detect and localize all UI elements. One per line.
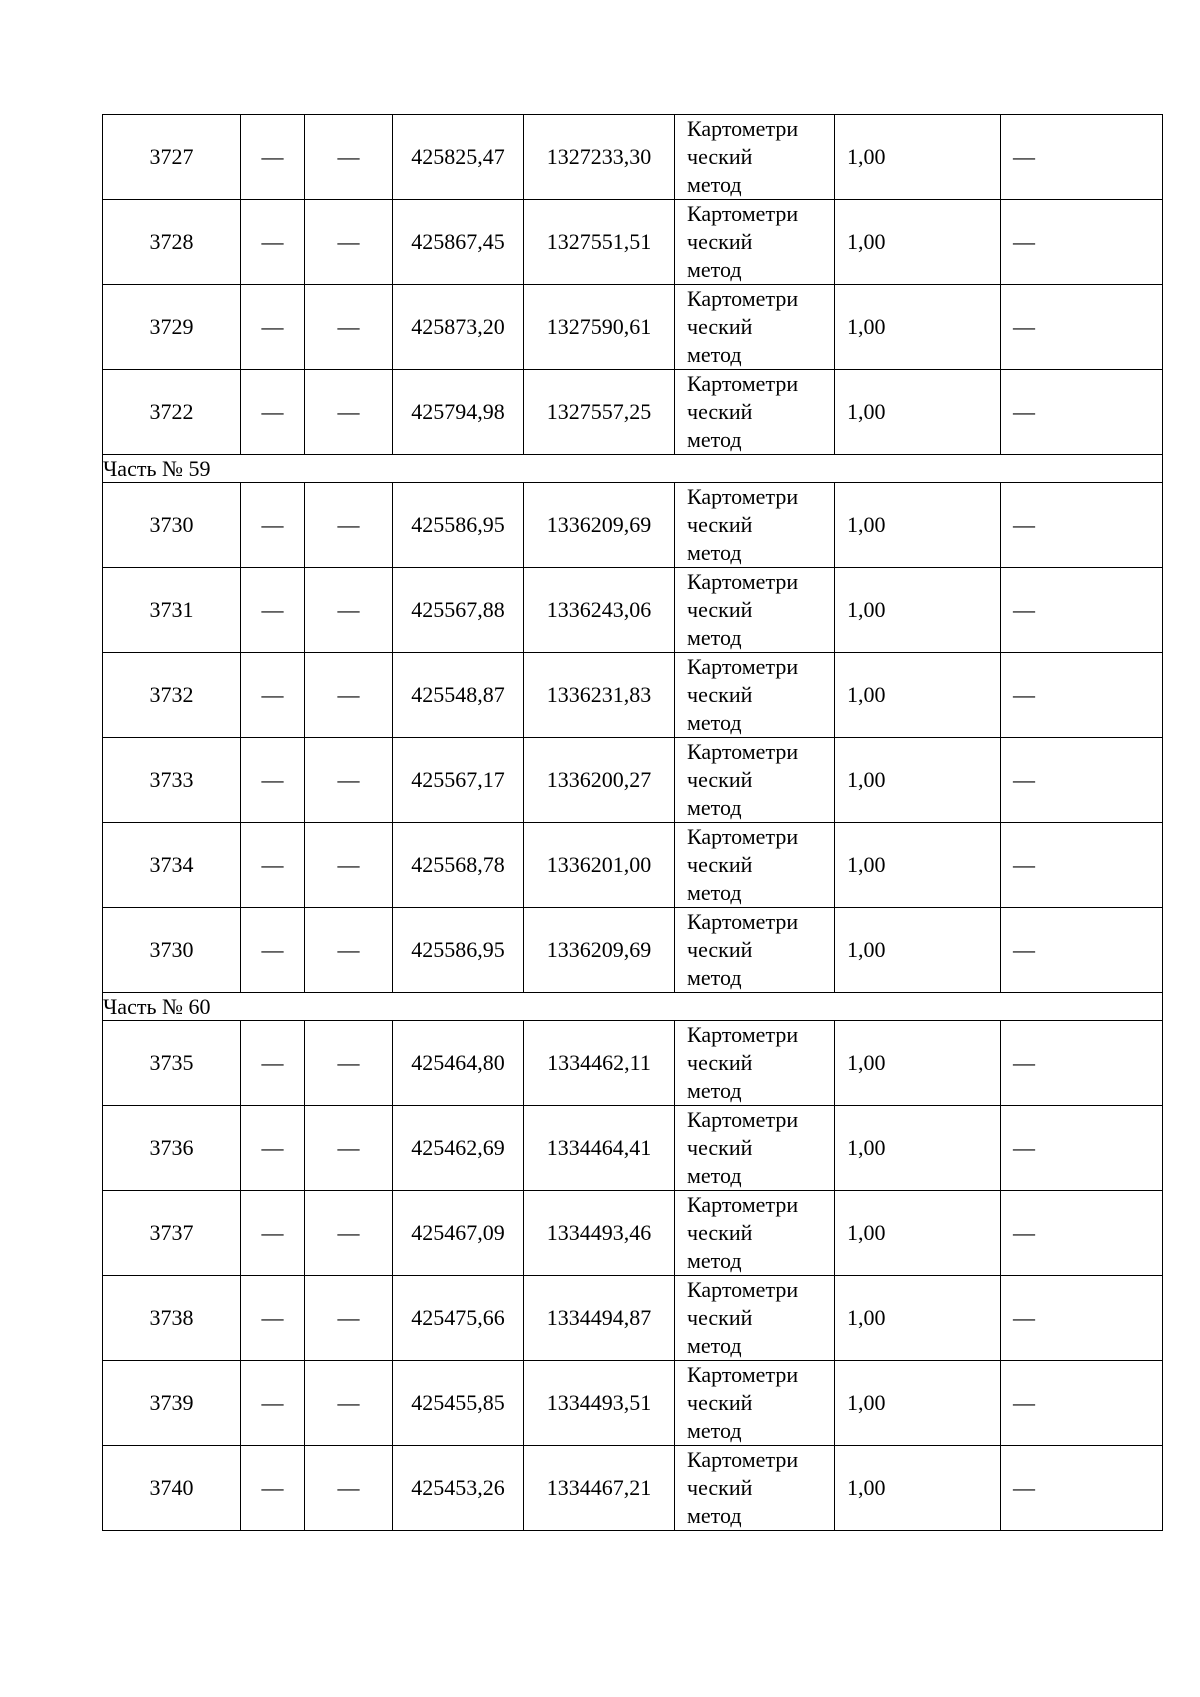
empty-value-cell: — <box>241 370 305 455</box>
accuracy-cell: 1,00 <box>835 1446 1001 1531</box>
table-row <box>103 1446 1163 1531</box>
table-row <box>103 483 1163 568</box>
empty-value-cell: — <box>241 823 305 908</box>
method-line: Картометри <box>687 1107 799 1132</box>
method-line: ческий <box>687 399 753 424</box>
method-line: метод <box>687 427 742 452</box>
point-number-cell: 3722 <box>103 370 241 455</box>
x-coordinate-cell: 425586,95 <box>393 908 524 993</box>
point-number-cell: 3732 <box>103 653 241 738</box>
method-line: ческий <box>687 767 753 792</box>
accuracy-cell: 1,00 <box>835 1106 1001 1191</box>
y-coordinate-cell: 1334467,21 <box>524 1446 675 1531</box>
empty-value-cell: — <box>305 738 393 823</box>
method-cell <box>675 483 835 568</box>
x-coordinate-cell: 425464,80 <box>393 1021 524 1106</box>
accuracy-cell: 1,00 <box>835 285 1001 370</box>
empty-value-cell: — <box>1001 908 1163 993</box>
point-number-cell: 3739 <box>103 1361 241 1446</box>
section-header-row <box>103 993 1163 1021</box>
x-coordinate-cell: 425455,85 <box>393 1361 524 1446</box>
method-line: Картометри <box>687 1447 799 1472</box>
empty-value-cell: — <box>1001 738 1163 823</box>
point-number-cell: 3735 <box>103 1021 241 1106</box>
empty-value-cell: — <box>241 1276 305 1361</box>
point-number-cell: 3727 <box>103 115 241 200</box>
empty-value-cell: — <box>241 1361 305 1446</box>
x-coordinate-cell: 425568,78 <box>393 823 524 908</box>
point-number-cell: 3737 <box>103 1191 241 1276</box>
method-line: метод <box>687 342 742 367</box>
table-row <box>103 568 1163 653</box>
method-line: ческий <box>687 144 753 169</box>
empty-value-cell: — <box>305 370 393 455</box>
method-line: ческий <box>687 229 753 254</box>
accuracy-cell: 1,00 <box>835 115 1001 200</box>
y-coordinate-cell: 1336200,27 <box>524 738 675 823</box>
accuracy-cell: 1,00 <box>835 908 1001 993</box>
y-coordinate-cell: 1336209,69 <box>524 483 675 568</box>
table-row <box>103 823 1163 908</box>
method-cell <box>675 1191 835 1276</box>
empty-value-cell: — <box>1001 653 1163 738</box>
method-line: ческий <box>687 682 753 707</box>
empty-value-cell: — <box>305 1191 393 1276</box>
empty-value-cell: — <box>1001 1361 1163 1446</box>
method-line: ческий <box>687 314 753 339</box>
table-row <box>103 1276 1163 1361</box>
accuracy-cell: 1,00 <box>835 1276 1001 1361</box>
method-line: ческий <box>687 512 753 537</box>
method-line: Картометри <box>687 1277 799 1302</box>
y-coordinate-cell: 1334462,11 <box>524 1021 675 1106</box>
table-row <box>103 1106 1163 1191</box>
table-row <box>103 370 1163 455</box>
table-row <box>103 115 1163 200</box>
method-line: метод <box>687 795 742 820</box>
method-line: метод <box>687 257 742 282</box>
method-line: Картометри <box>687 739 799 764</box>
table-row <box>103 285 1163 370</box>
empty-value-cell: — <box>241 568 305 653</box>
table-row <box>103 1361 1163 1446</box>
method-line: метод <box>687 1503 742 1528</box>
accuracy-cell: 1,00 <box>835 823 1001 908</box>
x-coordinate-cell: 425548,87 <box>393 653 524 738</box>
method-line: Картометри <box>687 286 799 311</box>
empty-value-cell: — <box>305 285 393 370</box>
point-number-cell: 3730 <box>103 483 241 568</box>
section-label: Часть № 60 <box>103 993 1163 1021</box>
empty-value-cell: — <box>1001 115 1163 200</box>
empty-value-cell: — <box>1001 483 1163 568</box>
method-line: метод <box>687 172 742 197</box>
empty-value-cell: — <box>1001 823 1163 908</box>
accuracy-cell: 1,00 <box>835 1021 1001 1106</box>
x-coordinate-cell: 425567,88 <box>393 568 524 653</box>
y-coordinate-cell: 1327551,51 <box>524 200 675 285</box>
method-line: метод <box>687 1248 742 1273</box>
empty-value-cell: — <box>241 200 305 285</box>
accuracy-cell: 1,00 <box>835 200 1001 285</box>
coordinates-table <box>102 114 1163 1531</box>
section-label: Часть № 59 <box>103 455 1163 483</box>
point-number-cell: 3736 <box>103 1106 241 1191</box>
empty-value-cell: — <box>1001 370 1163 455</box>
method-cell <box>675 908 835 993</box>
table-row <box>103 908 1163 993</box>
x-coordinate-cell: 425462,69 <box>393 1106 524 1191</box>
method-cell <box>675 115 835 200</box>
empty-value-cell: — <box>305 483 393 568</box>
method-cell <box>675 823 835 908</box>
empty-value-cell: — <box>1001 1191 1163 1276</box>
empty-value-cell: — <box>241 908 305 993</box>
method-line: метод <box>687 965 742 990</box>
y-coordinate-cell: 1336243,06 <box>524 568 675 653</box>
method-line: метод <box>687 1333 742 1358</box>
accuracy-cell: 1,00 <box>835 653 1001 738</box>
method-line: ческий <box>687 937 753 962</box>
method-line: ческий <box>687 1135 753 1160</box>
method-line: Картометри <box>687 654 799 679</box>
empty-value-cell: — <box>305 568 393 653</box>
empty-value-cell: — <box>305 908 393 993</box>
method-cell <box>675 1106 835 1191</box>
point-number-cell: 3731 <box>103 568 241 653</box>
empty-value-cell: — <box>1001 1446 1163 1531</box>
method-cell <box>675 1361 835 1446</box>
y-coordinate-cell: 1327557,25 <box>524 370 675 455</box>
empty-value-cell: — <box>1001 1106 1163 1191</box>
method-line: ческий <box>687 1220 753 1245</box>
empty-value-cell: — <box>1001 1021 1163 1106</box>
y-coordinate-cell: 1336201,00 <box>524 823 675 908</box>
y-coordinate-cell: 1334494,87 <box>524 1276 675 1361</box>
method-line: Картометри <box>687 116 799 141</box>
method-line: ческий <box>687 1390 753 1415</box>
method-line: метод <box>687 1163 742 1188</box>
x-coordinate-cell: 425475,66 <box>393 1276 524 1361</box>
method-line: ческий <box>687 1305 753 1330</box>
method-line: метод <box>687 710 742 735</box>
empty-value-cell: — <box>241 483 305 568</box>
y-coordinate-cell: 1327590,61 <box>524 285 675 370</box>
accuracy-cell: 1,00 <box>835 568 1001 653</box>
point-number-cell: 3738 <box>103 1276 241 1361</box>
method-line: метод <box>687 1078 742 1103</box>
empty-value-cell: — <box>241 653 305 738</box>
empty-value-cell: — <box>1001 1276 1163 1361</box>
method-line: Картометри <box>687 201 799 226</box>
method-cell <box>675 200 835 285</box>
accuracy-cell: 1,00 <box>835 1361 1001 1446</box>
accuracy-cell: 1,00 <box>835 483 1001 568</box>
y-coordinate-cell: 1327233,30 <box>524 115 675 200</box>
empty-value-cell: — <box>305 1021 393 1106</box>
method-cell <box>675 653 835 738</box>
x-coordinate-cell: 425873,20 <box>393 285 524 370</box>
accuracy-cell: 1,00 <box>835 370 1001 455</box>
method-cell <box>675 370 835 455</box>
empty-value-cell: — <box>305 200 393 285</box>
method-cell <box>675 1021 835 1106</box>
accuracy-cell: 1,00 <box>835 1191 1001 1276</box>
point-number-cell: 3728 <box>103 200 241 285</box>
x-coordinate-cell: 425825,47 <box>393 115 524 200</box>
method-line: Картометри <box>687 1022 799 1047</box>
empty-value-cell: — <box>1001 285 1163 370</box>
empty-value-cell: — <box>305 823 393 908</box>
point-number-cell: 3733 <box>103 738 241 823</box>
empty-value-cell: — <box>1001 568 1163 653</box>
empty-value-cell: — <box>241 738 305 823</box>
method-line: метод <box>687 625 742 650</box>
method-line: метод <box>687 540 742 565</box>
empty-value-cell: — <box>241 115 305 200</box>
empty-value-cell: — <box>305 115 393 200</box>
y-coordinate-cell: 1334493,46 <box>524 1191 675 1276</box>
x-coordinate-cell: 425567,17 <box>393 738 524 823</box>
method-cell <box>675 738 835 823</box>
empty-value-cell: — <box>305 1276 393 1361</box>
method-line: Картометри <box>687 1192 799 1217</box>
x-coordinate-cell: 425794,98 <box>393 370 524 455</box>
y-coordinate-cell: 1334493,51 <box>524 1361 675 1446</box>
method-cell <box>675 568 835 653</box>
y-coordinate-cell: 1334464,41 <box>524 1106 675 1191</box>
method-line: Картометри <box>687 909 799 934</box>
point-number-cell: 3734 <box>103 823 241 908</box>
point-number-cell: 3729 <box>103 285 241 370</box>
point-number-cell: 3730 <box>103 908 241 993</box>
method-cell <box>675 1276 835 1361</box>
y-coordinate-cell: 1336231,83 <box>524 653 675 738</box>
method-cell <box>675 1446 835 1531</box>
table-row <box>103 1021 1163 1106</box>
empty-value-cell: — <box>241 1446 305 1531</box>
method-cell <box>675 285 835 370</box>
empty-value-cell: — <box>305 1106 393 1191</box>
empty-value-cell: — <box>1001 200 1163 285</box>
table-row <box>103 200 1163 285</box>
empty-value-cell: — <box>241 1191 305 1276</box>
method-line: Картометри <box>687 484 799 509</box>
method-line: Картометри <box>687 569 799 594</box>
method-line: ческий <box>687 1475 753 1500</box>
method-line: ческий <box>687 597 753 622</box>
table-row <box>103 738 1163 823</box>
empty-value-cell: — <box>305 1446 393 1531</box>
accuracy-cell: 1,00 <box>835 738 1001 823</box>
point-number-cell: 3740 <box>103 1446 241 1531</box>
empty-value-cell: — <box>305 653 393 738</box>
y-coordinate-cell: 1336209,69 <box>524 908 675 993</box>
table-row <box>103 653 1163 738</box>
empty-value-cell: — <box>241 285 305 370</box>
empty-value-cell: — <box>305 1361 393 1446</box>
method-line: Картометри <box>687 371 799 396</box>
x-coordinate-cell: 425467,09 <box>393 1191 524 1276</box>
empty-value-cell: — <box>241 1021 305 1106</box>
method-line: метод <box>687 880 742 905</box>
method-line: Картометри <box>687 1362 799 1387</box>
table-row <box>103 1191 1163 1276</box>
method-line: метод <box>687 1418 742 1443</box>
x-coordinate-cell: 425586,95 <box>393 483 524 568</box>
method-line: ческий <box>687 852 753 877</box>
x-coordinate-cell: 425867,45 <box>393 200 524 285</box>
empty-value-cell: — <box>241 1106 305 1191</box>
x-coordinate-cell: 425453,26 <box>393 1446 524 1531</box>
method-line: Картометри <box>687 824 799 849</box>
section-header-row <box>103 455 1163 483</box>
method-line: ческий <box>687 1050 753 1075</box>
